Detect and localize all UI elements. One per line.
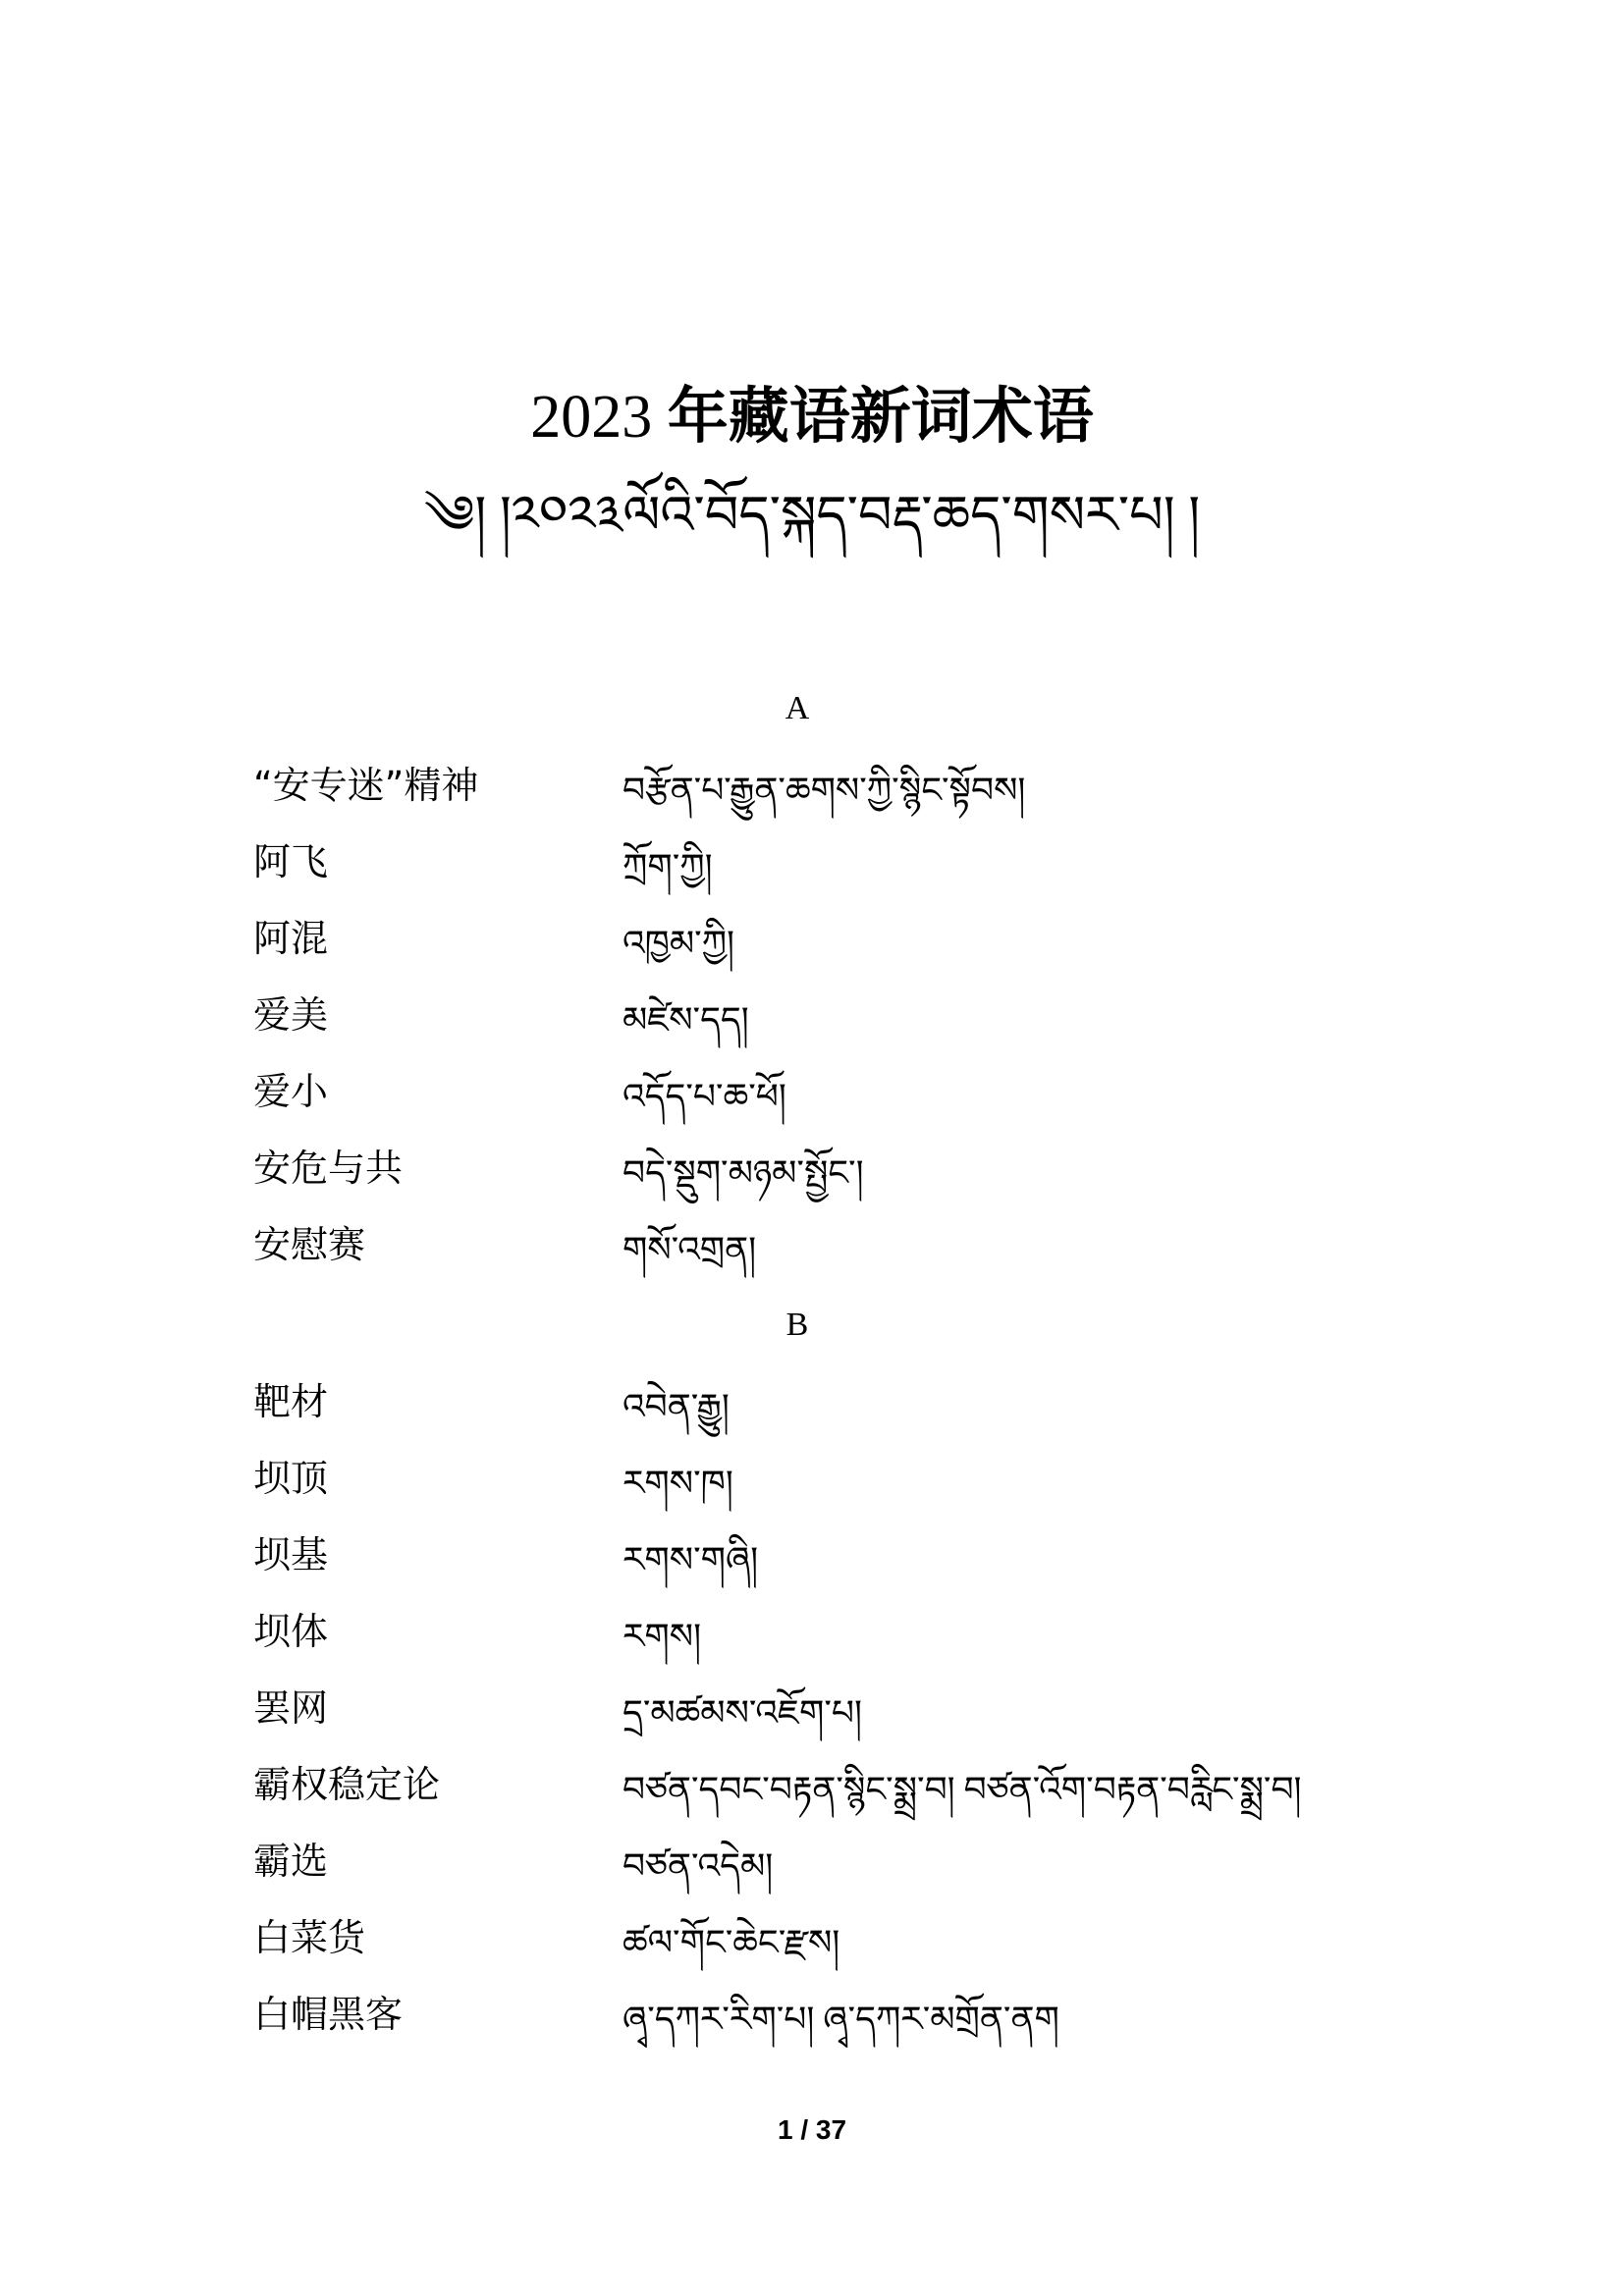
entry-tibetan: རགས།	[623, 1617, 702, 1656]
glossary-entry	[253, 1449, 1432, 1525]
glossary-entry	[253, 1525, 1432, 1602]
glossary-entry	[253, 1215, 1432, 1292]
entry-chinese: 靶材	[253, 1380, 329, 1423]
entry-tibetan: བཙན་འདེམ།	[623, 1846, 774, 1886]
page-title-chinese	[0, 373, 1624, 461]
entry-tibetan: གསོ་འགྲན།	[623, 1230, 757, 1269]
glossary-entry	[253, 1985, 1432, 2061]
glossary-entry	[253, 1832, 1432, 1908]
entry-chinese: 霸选	[253, 1840, 329, 1883]
glossary-entry	[253, 1679, 1432, 1755]
entry-tibetan: དྲ་མཚམས་འཇོག་པ།	[623, 1693, 862, 1733]
entry-chinese: 罢网	[253, 1686, 329, 1730]
entry-tibetan: མཛེས་དད།	[623, 1000, 749, 1040]
glossary-entry	[253, 1139, 1432, 1215]
entry-chinese: 安危与共	[253, 1147, 404, 1190]
section-heading-b: B	[785, 1307, 809, 1343]
glossary-entry	[253, 1062, 1432, 1139]
page-number	[0, 2110, 1624, 2150]
entry-chinese: “安专迷”精神	[253, 764, 479, 807]
glossary-entry	[253, 1755, 1432, 1832]
glossary-entry	[253, 1602, 1432, 1679]
entry-chinese: 爱小	[253, 1070, 329, 1113]
title-chinese-text: 年藏语新词术语	[667, 384, 1094, 451]
glossary-entry	[253, 1908, 1432, 1985]
entry-tibetan: འདོད་པ་ཆ་ཕོ།	[623, 1077, 786, 1116]
page-title-tibetan: ༄། །༢༠༢༣ལོའི་བོད་སྐད་བརྡ་ཆད་གསར་པ། །	[423, 486, 1201, 545]
entry-chinese: 坝体	[253, 1610, 329, 1653]
title-year: 2023	[530, 384, 653, 451]
entry-chinese: 坝基	[253, 1533, 329, 1576]
entry-chinese: 坝顶	[253, 1457, 329, 1500]
section-heading-a: A	[785, 690, 810, 726]
entry-chinese: 霸权稳定论	[253, 1763, 441, 1806]
entry-tibetan: བཙན་དབང་བརྟན་སྙིང་སྨྲ་བ། བཙན་འོག་བརྟན་བརླིང་སྨྲ་བ།	[623, 1770, 1302, 1809]
page-current: 1	[777, 2114, 793, 2145]
entry-chinese: 爱美	[253, 993, 329, 1037]
entry-tibetan: ཚལ་གོང་ཆེང་རྫས།	[623, 1923, 840, 1962]
entry-tibetan: རགས་ཁ།	[623, 1464, 733, 1503]
entry-chinese: 阿混	[253, 917, 329, 960]
glossary-entry	[253, 909, 1432, 986]
entry-chinese: 阿飞	[253, 840, 329, 883]
glossary-entry	[253, 986, 1432, 1062]
glossary-entry	[253, 1372, 1432, 1449]
entry-tibetan: ཀྲོག་ཀྱི།	[623, 847, 713, 886]
entry-tibetan: རགས་གཞི།	[623, 1540, 759, 1579]
entry-chinese: 安慰赛	[253, 1223, 366, 1266]
entry-tibetan: བདེ་སྡུག་མཉམ་སྤྱོང་།	[623, 1153, 864, 1193]
glossary-entry	[253, 756, 1432, 832]
entry-tibetan: ཞྭ་དཀར་རིག་པ། ཞྭ་དཀར་མགྲོན་ནག	[623, 2000, 1059, 2039]
glossary-entry	[253, 832, 1432, 909]
entry-tibetan: འཁྱམ་ཀྱི།	[623, 924, 735, 963]
entry-chinese: 白菜货	[253, 1916, 366, 1959]
page-separator: /	[800, 2114, 809, 2145]
entry-tibetan: འབེན་རྒྱུ།	[623, 1387, 730, 1426]
entry-chinese: 白帽黑客	[253, 1993, 404, 2036]
entry-tibetan: བརྩོན་པ་རྒྱུན་ཆགས་ཀྱི་སྙིང་སྟོབས།	[623, 771, 1026, 810]
page-total: 37	[815, 2114, 847, 2145]
